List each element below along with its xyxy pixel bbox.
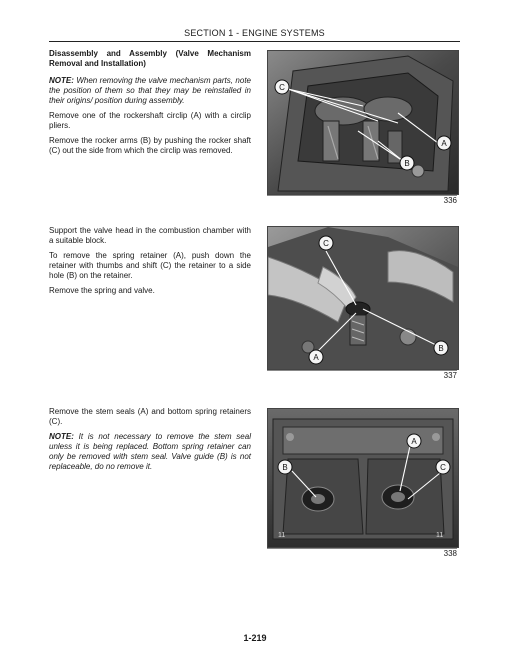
instruction-step: To remove the spring retainer (A), push down the retainer with thumbs and shift (C) the retainer to a side hole (B) on the retainer.	[49, 251, 251, 280]
callout-label: C	[323, 239, 329, 248]
callout-label: B	[282, 463, 288, 472]
callout-label: C	[279, 83, 285, 92]
figure-number: 337	[443, 371, 457, 380]
section-heading: Disassembly and Assembly (Valve Mechanism Removal and Installation)	[49, 49, 251, 68]
callout-a	[437, 136, 451, 150]
instruction-step: Remove the rocker arms (B) by pushing the rocker shaft (C) out the side from which the circlip was removed.	[49, 136, 251, 155]
callout-label: A	[441, 139, 447, 148]
callout-label: B	[438, 344, 444, 353]
figure-number: 336	[443, 196, 457, 205]
callout-c	[319, 236, 333, 250]
figure-number: 338	[443, 549, 457, 558]
callout-label: B	[404, 159, 410, 168]
callout-label: A	[411, 437, 417, 446]
callout-label: C	[440, 463, 446, 472]
callout-a	[309, 350, 323, 364]
note-label: NOTE:	[49, 432, 74, 441]
text-block-2	[49, 226, 251, 301]
instruction-step: Remove the spring and valve.	[49, 286, 155, 295]
note-text: When removing the valve mechanism parts, note the position of them so that they may be reinstalled in their origins/ position during assembly.	[49, 76, 251, 105]
callout-b	[400, 156, 414, 170]
instruction-step: Remove the stem seals (A) and bottom spring retainers (C).	[49, 407, 251, 426]
note-text: It is not necessary to remove the stem seal unless it is being replaced. Bottom spring retainer can only be removed with stem seal. Valve guide (B) is not replaceable, do no remove it.	[49, 432, 251, 471]
instruction-step: Remove one of the rockershaft circlip (A) with a circlip pliers.	[49, 111, 251, 130]
header-rule	[49, 41, 460, 42]
instruction-step: Support the valve head in the combustion chamber with a suitable block.	[49, 226, 251, 245]
callout-b	[434, 341, 448, 355]
section-header: SECTION 1 - ENGINE SYSTEMS	[184, 28, 325, 38]
figure-336-photo	[267, 50, 459, 195]
valve-seal-image	[268, 409, 458, 547]
figure-337-photo	[267, 226, 459, 370]
svg-text:11: 11	[278, 532, 286, 539]
figure-338-photo	[267, 408, 459, 548]
note-label: NOTE:	[49, 76, 74, 85]
note-paragraph-2	[49, 432, 251, 472]
callout-a	[407, 434, 421, 448]
callout-c	[275, 80, 289, 94]
text-block-3	[49, 407, 251, 477]
text-block-1	[49, 49, 251, 161]
spring-retainer-removal-image	[268, 227, 458, 369]
callout-c	[436, 460, 450, 474]
svg-text:11: 11	[436, 532, 444, 539]
note-paragraph-1	[49, 76, 251, 106]
rocker-arm-assembly-image	[268, 51, 458, 194]
callout-label: A	[313, 353, 319, 362]
callout-b	[278, 460, 292, 474]
page-number: 1-219	[243, 633, 267, 643]
